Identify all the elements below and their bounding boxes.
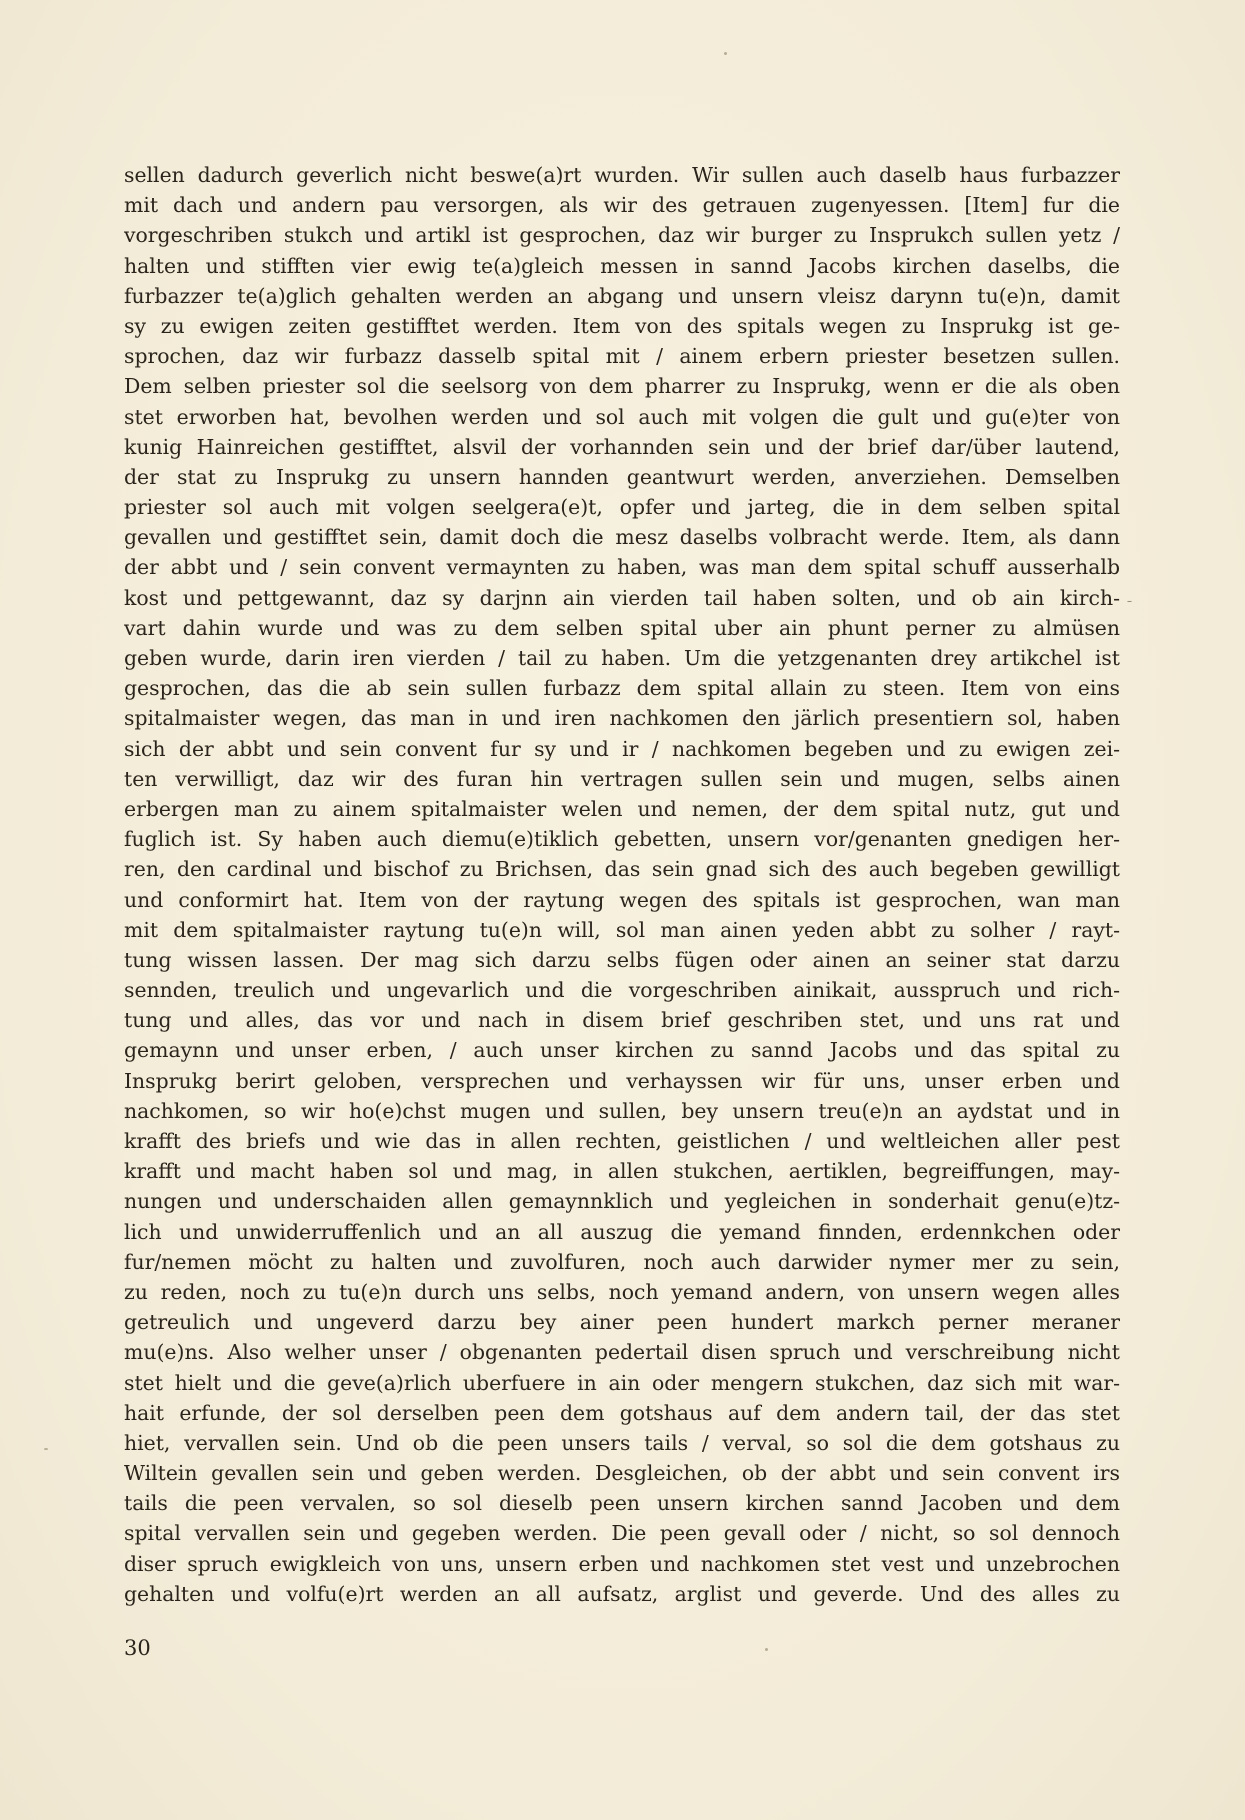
text-line: sprochen, daz wir furbazz dasselb spital mit / ainem erbern priester besetzen sullen. bbox=[124, 344, 1120, 369]
text-line: stet erworben hat, bevolhen werden und sol auch mit volgen die gult und gu(e)ter von bbox=[124, 404, 1120, 429]
text-line: tung wissen lassen. Der mag sich darzu selbs fügen oder ainen an seiner stat darzu bbox=[124, 947, 1120, 972]
text-line: diser spruch ewigkleich von uns, unsern erben und nachkomen stet vest und unzebrochen bbox=[124, 1551, 1120, 1576]
text-line: fur/nemen möcht zu halten und zuvolfuren, noch auch darwider nymer mer zu sein, bbox=[124, 1249, 1120, 1274]
text-line: kost und pettgewannt, daz sy darjnn ain vierden tail haben solten, und ob ain kirch- bbox=[124, 585, 1120, 610]
text-line: mit dach und andern pau versorgen, als wir des getrauen zugenyessen. [Item] fur die bbox=[124, 193, 1120, 218]
text-line: halten und stifften vier ewig te(a)gleich messen in sannd Jacobs kirchen daselbs, die bbox=[124, 253, 1120, 278]
text-line: getreulich und ungeverd darzu bey ainer peen hundert markch perner meraner bbox=[124, 1310, 1120, 1335]
text-line: vorgeschriben stukch und artikl ist gesprochen, daz wir burger zu Insprukch sullen yetz / bbox=[124, 223, 1120, 248]
text-line: geben wurde, darin iren vierden / tail zu haben. Um die yetzgenanten drey artikchel ist bbox=[124, 646, 1120, 670]
text-line: fuglich ist. Sy haben auch diemu(e)tiklich gebetten, unsern vor/genanten gnedigen her- bbox=[124, 827, 1120, 852]
text-line: vart dahin wurde und was zu dem selben spital uber ain phunt perner zu almüsen bbox=[124, 615, 1120, 640]
text-line: sennden, treulich und ungevarlich und die vorgeschriben ainikait, ausspruch und rich- bbox=[124, 978, 1120, 1003]
text-line: sellen dadurch geverlich nicht beswe(a)rt wurden. Wir sullen auch daselb haus furbazzer bbox=[124, 163, 1120, 187]
text-line: Insprukg berirt geloben, versprechen und verhayssen wir für uns, unser erben und bbox=[124, 1068, 1120, 1093]
text-line: nachkomen, so wir ho(e)chst mugen und sullen, bey unsern treu(e)n an aydstat und in bbox=[124, 1098, 1120, 1123]
text-line: erbergen man zu ainem spitalmaister welen und nemen, der dem spital nutz, gut und bbox=[124, 796, 1120, 821]
text-line: sy zu ewigen zeiten gestifftet werden. Item von des spitals wegen zu Insprukg ist ge- bbox=[124, 313, 1120, 338]
text-line: krafft des briefs und wie das in allen rechten, geistlichen / und weltleichen aller pest bbox=[124, 1129, 1120, 1153]
text-line: Dem selben priester sol die seelsorg von dem pharrer zu Insprukg, wenn er die als oben bbox=[124, 374, 1120, 399]
text-line: tails die peen vervalen, so sol dieselb peen unsern kirchen sannd Jacoben und dem bbox=[124, 1491, 1120, 1516]
paper-speck bbox=[44, 1448, 48, 1450]
paper-speck bbox=[765, 1648, 768, 1651]
text-line: zu reden, noch zu tu(e)n durch uns selbs, noch yemand andern, von unsern wegen alles bbox=[124, 1279, 1120, 1304]
page-number: 30 bbox=[124, 1636, 151, 1660]
text-line: und conformirt hat. Item von der raytung wegen des spitals ist gesprochen, wan man bbox=[124, 887, 1120, 912]
text-line: gevallen und gestifftet sein, damit doch die mesz daselbs volbracht werde. Item, als dann bbox=[124, 525, 1120, 550]
text-line: lich und unwiderruffenlich und an all auszug die yemand finnden, erdennkchen oder bbox=[124, 1219, 1120, 1244]
text-line: der abbt und / sein convent vermaynten zu haben, was man dem spital schuff ausserhalb bbox=[124, 555, 1120, 580]
text-line: stet hielt und die geve(a)rlich uberfuere in ain oder mengern stukchen, daz sich mit war- bbox=[124, 1370, 1120, 1395]
text-line: priester sol auch mit volgen seelgera(e)t, opfer und jarteg, die in dem selben spital bbox=[124, 495, 1120, 520]
text-line: krafft und macht haben sol und mag, in allen stukchen, aertiklen, begreiffungen, may- bbox=[124, 1159, 1120, 1184]
body-text bbox=[124, 160, 1120, 1609]
text-line: gehalten und volfu(e)rt werden an all aufsatz, arglist und geverde. Und des alles zu bbox=[124, 1581, 1120, 1606]
text-line: Wiltein gevallen sein und geben werden. Desgleichen, ob der abbt und sein convent irs bbox=[124, 1461, 1120, 1486]
text-line: kunig Hainreichen gestifftet, alsvil der vorhannden sein und der brief dar/über lautend, bbox=[124, 434, 1120, 459]
text-line: ren, den cardinal und bischof zu Brichsen, das sein gnad sich des auch begeben gewilligt bbox=[124, 857, 1120, 882]
text-line: spital vervallen sein und gegeben werden. Die peen gevall oder / nicht, so sol dennoch bbox=[124, 1521, 1120, 1546]
text-line: hiet, vervallen sein. Und ob die peen unsers tails / verval, so sol die dem gotshaus zu bbox=[124, 1430, 1120, 1455]
text-line: sich der abbt und sein convent fur sy und ir / nachkomen begeben und zu ewigen zei- bbox=[124, 736, 1120, 761]
text-line: gesprochen, das die ab sein sullen furbazz dem spital allain zu steen. Item von eins bbox=[124, 676, 1120, 701]
text-line: spitalmaister wegen, das man in und iren nachkomen den järlich presentiern sol, haben bbox=[124, 706, 1120, 731]
text-line: gemaynn und unser erben, / auch unser kirchen zu sannd Jacobs und das spital zu bbox=[124, 1038, 1120, 1063]
text-line: hait erfunde, der sol derselben peen dem gotshaus auf dem andern tail, der das stet bbox=[124, 1400, 1120, 1425]
text-line: mit dem spitalmaister raytung tu(e)n will, sol man ainen yeden abbt zu solher / rayt- bbox=[124, 917, 1120, 942]
text-line: nungen und underschaiden allen gemaynnklich und yegleichen in sonderhait genu(e)tz- bbox=[124, 1189, 1120, 1214]
text-line: mu(e)ns. Also welher unser / obgenanten pedertail disen spruch und verschreibung nicht bbox=[124, 1340, 1120, 1365]
margin-mark: ˍ bbox=[1126, 588, 1133, 604]
paper-speck bbox=[724, 52, 727, 55]
text-line: der stat zu Insprukg zu unsern hannden geantwurt werden, anverziehen. Demselben bbox=[124, 464, 1120, 489]
text-line: ten verwilligt, daz wir des furan hin vertragen sullen sein und mugen, selbs ainen bbox=[124, 766, 1120, 791]
text-line: furbazzer te(a)glich gehalten werden an abgang und unsern vleisz darynn tu(e)n, damit bbox=[124, 283, 1120, 308]
text-line: tung und alles, das vor und nach in disem brief geschriben stet, und uns rat und bbox=[124, 1008, 1120, 1033]
